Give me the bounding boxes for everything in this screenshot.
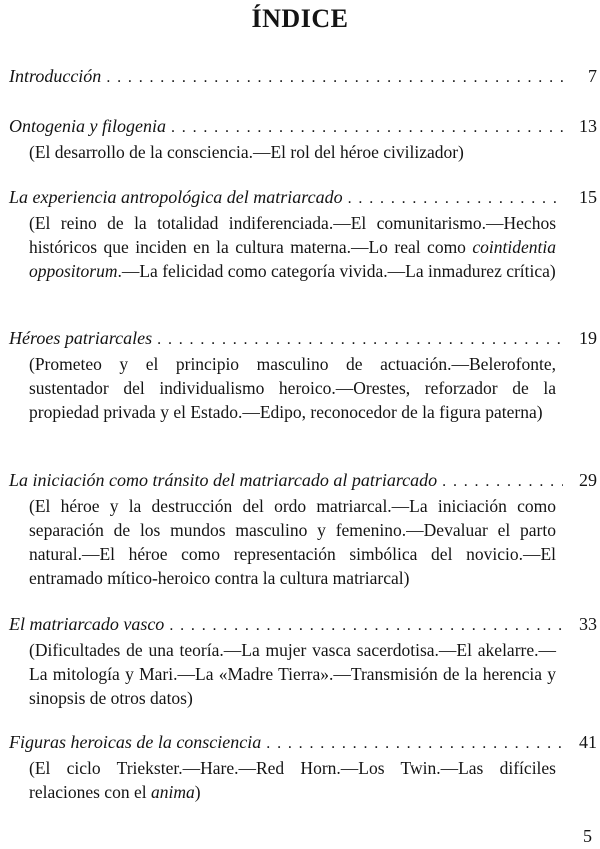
entry-page: 41: [579, 732, 597, 752]
dot-leader: [169, 617, 563, 635]
entry-title: Héroes patriarcales: [9, 328, 153, 348]
entry-description: (Dificultades de una teoría.—La mujer vasca sacerdotisa.—El akelarre.—La mitología y Mari.—La «Madre Tierra».—Transmisión de la herencia y sinopsis de otros datos): [29, 640, 556, 708]
entry-title: Ontogenia y filogenia: [9, 116, 166, 136]
toc-entry-matriarcado-vasco[interactable]: [9, 614, 597, 710]
page-number: 5: [583, 826, 592, 846]
entry-page: 13: [579, 116, 597, 136]
dot-leader: [171, 119, 563, 137]
entry-title: El matriarcado vasco: [9, 614, 165, 634]
toc-entry-iniciacion[interactable]: [9, 470, 597, 590]
toc-entry-introduccion[interactable]: [9, 66, 597, 90]
entry-page: 29: [579, 470, 597, 490]
page-title: ÍNDICE: [251, 4, 349, 33]
italic-term: cointidentia oppositorum: [29, 237, 556, 281]
entry-page: 19: [579, 328, 597, 348]
entry-description: (El reino de la totalidad indiferenciada.—El comunitarismo.—Hechos históricos que inciden en la cultura materna.—Lo real como cointidentia oppositorum.—La felicidad como categoría vivida.—La inmadurez crítica): [29, 213, 556, 281]
entry-page: 33: [579, 614, 597, 634]
dot-leader: [106, 69, 563, 87]
entry-title: La iniciación como tránsito del matriarcado al patriarcado: [9, 470, 438, 490]
entry-page: 7: [588, 66, 597, 86]
toc-entry-figuras-heroicas[interactable]: [9, 732, 597, 804]
entry-page: 15: [579, 187, 597, 207]
dot-leader: [266, 735, 563, 753]
entry-title: La experiencia antropológica del matriarcado: [9, 187, 343, 207]
entry-description: (El desarrollo de la consciencia.—El rol del héroe civilizador): [29, 142, 464, 162]
italic-term: anima: [150, 782, 195, 802]
entry-title: Figuras heroicas de la consciencia: [9, 732, 262, 752]
entry-description: (El ciclo Triekster.—Hare.—Red Horn.—Los Twin.—Las difíciles relaciones con el anima): [29, 758, 556, 802]
toc-entry-experiencia[interactable]: [9, 187, 597, 283]
toc-entry-heroes-patriarcales[interactable]: [9, 328, 597, 424]
entry-title: Introducción: [9, 66, 102, 86]
dot-leader: [348, 190, 563, 208]
dot-leader: [157, 331, 563, 349]
entry-description: (El héroe y la destrucción del ordo matriarcal.—La iniciación como separación de los mundos masculino y femenino.—Devaluar el parto natural.—El héroe como representación simbólica del novicio.—El entramado mítico-heroico contra la cultura matriarcal): [29, 496, 556, 588]
dot-leader: [442, 473, 563, 491]
entry-description: (Prometeo y el principio masculino de actuación.—Belerofonte, sustentador del individualismo heroico.—Orestes, reforzador de la propiedad privada y el Estado.—Edipo, reconocedor de la figura paterna): [29, 354, 556, 422]
toc-entry-ontogenia[interactable]: [9, 116, 597, 164]
